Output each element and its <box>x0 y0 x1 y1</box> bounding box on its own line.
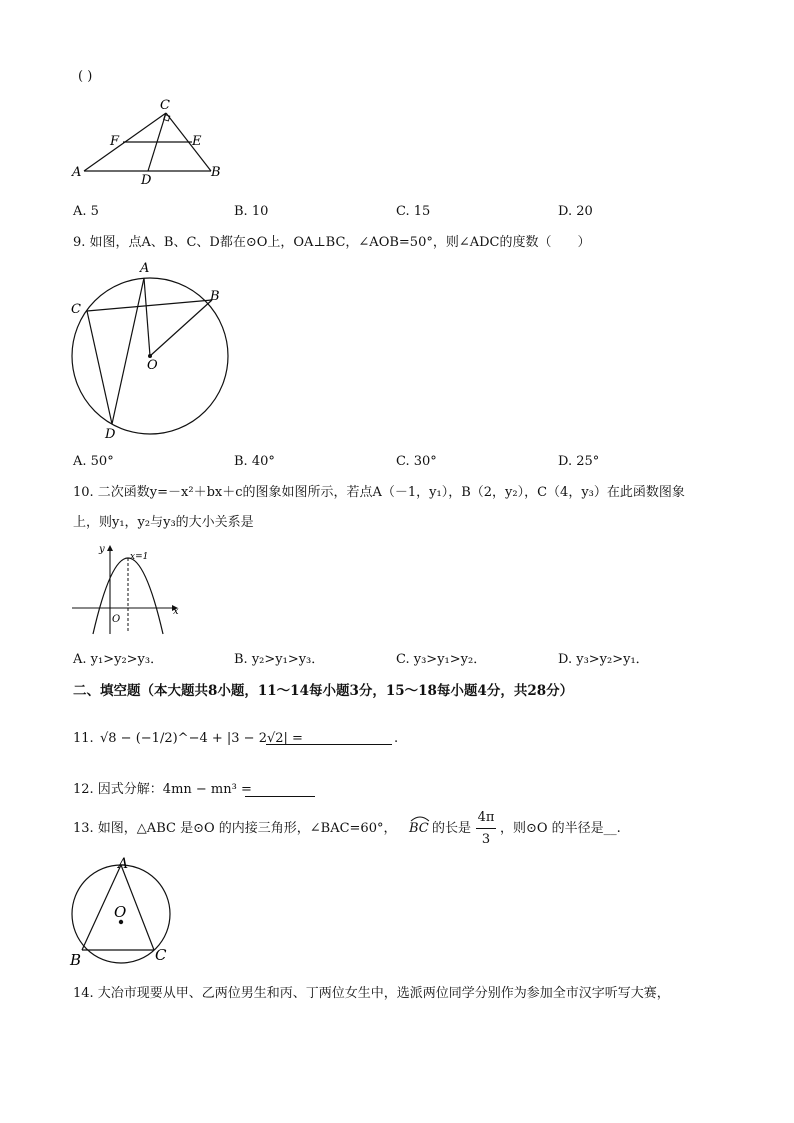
q8-triangle-figure <box>66 94 236 184</box>
q8-label-e: E <box>192 134 202 149</box>
q13-question-part2: 的长是 <box>432 821 472 836</box>
q9-label-c: C <box>71 302 81 317</box>
q9-circle-figure <box>62 256 242 442</box>
q13-question-part3: ，则⊙O 的半径是__. <box>500 821 621 836</box>
q8-label-b: B <box>211 165 221 180</box>
q10-option-a: A. y₁>y₂>y₃． <box>73 652 164 667</box>
q8-option-b: B. 10 <box>234 204 269 219</box>
q13-fraction-bar <box>476 828 496 829</box>
q14-question: 14. 大冶市现要从甲、乙两位男生和丙、丁两位女生中，选派两位同学分别作为参加全市汉字听写大赛， <box>73 986 670 1001</box>
q11-expression: √8 − (−1/2)^−4 + |3 − 2√2| = <box>100 731 303 746</box>
q10-origin-label: O <box>112 614 121 625</box>
q9-option-b: B. 40° <box>234 454 275 469</box>
q8-label-d: D <box>141 173 152 184</box>
q13-label-b: B <box>70 951 82 968</box>
q9-question: 9. 如图，点A、B、C、D都在⊙O上，OA⊥BC，∠AOB=50°，则∠ADC的度数（ ） <box>73 235 591 250</box>
q11-period: . <box>394 731 399 746</box>
q10-option-d: D. y₃>y₂>y₁． <box>558 652 649 667</box>
q8-option-c: C. 15 <box>396 204 431 219</box>
section-fill-in-heading: 二、填空题（本大题共8小题，11～14每小题3分，15～18每小题4分，共28分） <box>73 683 574 699</box>
q8-label-a: A <box>72 165 82 180</box>
q12-question: 12. 因式分解：4mn − mn³ = <box>73 782 252 797</box>
q10-option-c: C. y₃>y₁>y₂． <box>396 652 487 667</box>
q8-option-d: D. 20 <box>558 204 593 219</box>
q9-option-a: A. 50° <box>73 454 114 469</box>
q8-paren: ( ) <box>78 69 93 84</box>
q12-answer-blank <box>245 782 315 797</box>
q13-fraction-numerator: 4π <box>477 810 495 825</box>
q13-inscribed-triangle-figure <box>64 856 184 968</box>
q13-arc-label: BC <box>409 821 429 836</box>
q13-label-c: C <box>155 946 167 964</box>
q10-axis-x-label: x <box>173 606 179 617</box>
q8-option-a: A. 5 <box>73 204 99 219</box>
q10-axis-y-label: y <box>99 544 105 555</box>
q9-label-b: B <box>210 289 220 304</box>
q13-fraction-denominator: 3 <box>481 832 491 847</box>
q9-label-o: O <box>147 358 158 373</box>
q13-question-part1: 13. 如图，△ABC 是⊙O 的内接三角形，∠BAC=60°， <box>73 821 397 836</box>
q11-number: 11. <box>73 731 94 746</box>
q10-question-line2: 上，则y₁，y₂与y₃的大小关系是 <box>73 515 254 530</box>
q9-option-c: C. 30° <box>396 454 437 469</box>
q9-label-a: A <box>140 261 150 276</box>
q10-parabola-graph <box>66 540 186 636</box>
q13-label-o: O <box>114 903 127 921</box>
q11-answer-blank <box>266 731 392 745</box>
q10-symmetry-label: x=1 <box>130 552 149 562</box>
q9-option-d: D. 25° <box>558 454 600 469</box>
q13-arc-symbol <box>409 814 431 822</box>
q8-label-c: C <box>160 98 170 113</box>
q13-label-a: A <box>118 856 129 872</box>
q10-option-b: B. y₂>y₁>y₃． <box>234 652 325 667</box>
q9-label-d: D <box>105 427 116 442</box>
q8-label-f: F <box>110 134 120 149</box>
q10-question-line1: 10. 二次函数y=－x²＋bx＋c的图象如图所示，若点A（－1，y₁），B（2，y₂），C（4，y₃）在此函数图象 <box>73 485 685 500</box>
